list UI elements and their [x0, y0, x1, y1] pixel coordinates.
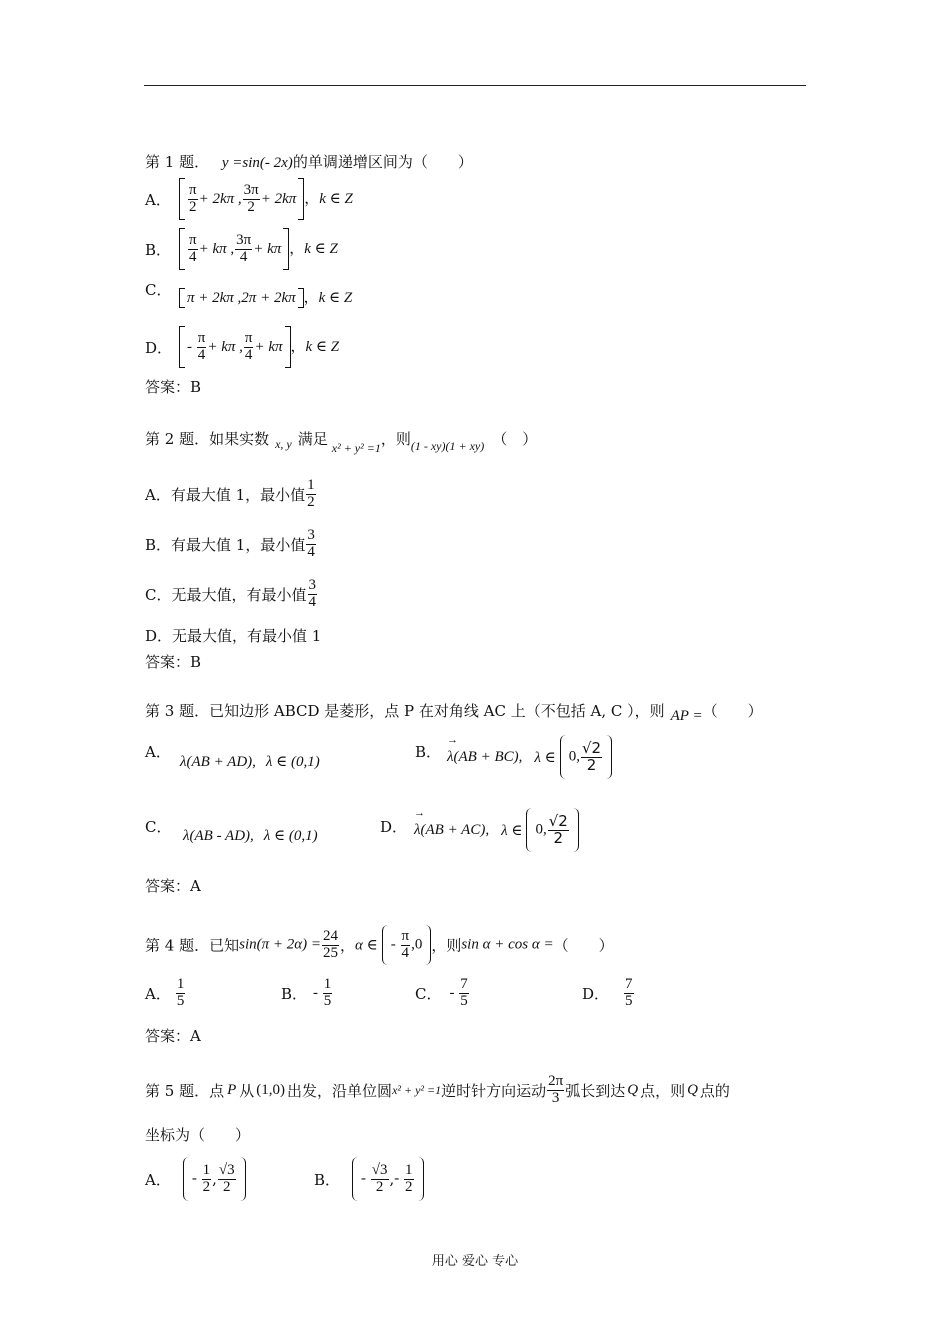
option-label: A．	[145, 1170, 171, 1189]
q4-option-c	[415, 977, 470, 1010]
frac-num: 3	[308, 577, 316, 593]
q1-option-a: A． $\frac{\pi}{2}$ + 2kπ , $\frac{3\pi}{2}$ + 2kπ ，k ∈ Z	[145, 178, 353, 220]
k-range: k ∈ Z	[304, 241, 338, 257]
sign: -	[313, 984, 322, 1001]
frac-num: π	[401, 927, 410, 944]
q4-stem: 第 4 题．已知sin(π + 2α) = $\frac{24}{25}$ ，α ∈ - $\frac{\pi}{4}$ ,0 ，则sin α + cos α =（ ）	[145, 925, 614, 965]
frac-num: √3	[218, 1161, 235, 1178]
frac-den: 4	[401, 944, 410, 961]
stem-text: 点的	[699, 1081, 730, 1100]
option-label: B．	[145, 535, 172, 554]
term: + 2kπ ,	[198, 191, 242, 207]
interval: π + 2kπ ,2π + 2kπ	[187, 290, 296, 306]
expression: → λ(AB + AC),	[414, 822, 489, 839]
frac-den: 2	[553, 828, 564, 847]
q2-option-d	[145, 625, 321, 646]
q1-option-d: D． - $\frac{\pi}{4}$ + kπ , $\frac{\pi}{4}$ + kπ ，k ∈ Z	[145, 326, 339, 368]
answer-value: A	[190, 877, 201, 895]
frac-den: 4	[244, 346, 253, 363]
point-q: Q	[687, 1081, 698, 1098]
range: λ ∈	[534, 749, 556, 766]
start-point: (1,0)	[256, 1081, 286, 1098]
frac-den: 2	[375, 1178, 384, 1195]
option-label: A．	[145, 743, 171, 761]
frac-num: 24	[323, 927, 338, 944]
q5-title: 第 5 题．	[145, 1081, 210, 1100]
frac-den: 2	[307, 493, 315, 510]
paren: （ ）	[492, 430, 538, 448]
expression: λ(AB + AD),	[180, 754, 256, 770]
q3-option-b	[447, 735, 612, 779]
minus-sign: -	[390, 936, 400, 953]
term: + 2kπ	[260, 191, 297, 207]
frac-num: π	[244, 329, 253, 346]
frac-num: 1	[176, 976, 185, 992]
option-label: D．	[145, 338, 173, 357]
answer-label: 答案：	[145, 378, 191, 396]
q5-stem-line2	[145, 1124, 250, 1145]
q1-option-c-label	[145, 279, 171, 300]
q2-option-b	[145, 528, 317, 561]
expression: → λ(AB + BC),	[447, 749, 522, 766]
option-label: B．	[415, 743, 442, 761]
k-range: k ∈ Z	[319, 191, 353, 207]
expression: sin(π + 2α) =	[239, 936, 321, 953]
range-start: 0,	[568, 748, 580, 765]
frac-num: 7	[460, 976, 468, 992]
q1-stem-text: 的单调递增区间为（ ）	[292, 153, 473, 171]
range-end: ,0	[411, 936, 423, 953]
answer-value: A	[190, 1027, 201, 1045]
frac-den: 5	[323, 992, 332, 1009]
frac-num: 2π	[548, 1073, 564, 1089]
range: λ ∈	[501, 822, 523, 839]
frac-den: 3	[551, 1089, 560, 1106]
sign: -	[361, 1170, 370, 1187]
frac-den: 5	[176, 992, 185, 1009]
page-footer: 用心 爱心 专心	[431, 1254, 519, 1269]
q4-title: 第 4 题．	[145, 936, 210, 955]
frac-den: 4	[239, 248, 248, 265]
frac-num: √3	[371, 1161, 388, 1178]
q5-option-a: A． - $\frac{1}{2}$ , $\frac{√3}{2}$	[145, 1157, 246, 1201]
q4-option-b	[281, 977, 333, 1010]
frac-num: 1	[202, 1161, 211, 1178]
range-start: 0,	[535, 821, 547, 838]
q3-title: 第 3 题．	[145, 702, 210, 720]
k-range: k ∈ Z	[305, 339, 340, 355]
stem-text: 逆时针方向运动	[441, 1081, 547, 1100]
stem-text: 已知	[209, 936, 240, 955]
option-text: 无最大值，有最小值 1	[172, 627, 322, 645]
option-label: B．	[281, 984, 308, 1003]
q3-stem	[145, 700, 763, 724]
frac-num: 3	[307, 527, 315, 543]
option-label: D．	[582, 984, 610, 1003]
frac-den: 5	[625, 992, 633, 1009]
option-text: 无最大值，有最小值	[171, 585, 307, 604]
range: λ ∈ (0,1)	[265, 754, 320, 770]
frac-num: 1	[323, 976, 332, 992]
stem-text: 坐标为（ ）	[145, 1126, 251, 1144]
frac-den: 2	[202, 1178, 211, 1195]
point-q: Q	[627, 1081, 639, 1098]
option-label: C．	[145, 281, 172, 299]
term: + kπ ,	[207, 339, 243, 355]
stem-text: ，则	[431, 936, 462, 955]
vars: x, y	[275, 437, 292, 451]
q2-answer	[145, 651, 201, 672]
frac-num: 3π	[243, 181, 259, 198]
frac-den: 2	[189, 198, 197, 215]
option-text: 有最大值 1，最小值	[170, 485, 306, 504]
frac-den: 4	[197, 346, 206, 363]
option-label: A．	[145, 984, 171, 1003]
q3-option-c	[183, 826, 318, 845]
frac-num: 7	[625, 976, 633, 992]
frac-num: π	[197, 329, 206, 346]
answer-label: 答案：	[145, 877, 191, 895]
term: + kπ	[253, 241, 282, 257]
q1-stem	[145, 151, 473, 172]
frac-den: 2	[247, 198, 255, 215]
option-label: B．	[314, 1170, 341, 1189]
option-label: B．	[145, 240, 172, 259]
sign: -	[449, 984, 459, 1001]
q2-option-c	[145, 578, 318, 611]
q5-option-b: B． - $\frac{√3}{2}$ ,- $\frac{1}{2}$	[314, 1157, 424, 1201]
q4-option-d	[582, 977, 635, 1010]
answer-value: B	[190, 378, 202, 396]
stem-text: 如果实数	[209, 430, 270, 448]
stem-text: 点，则	[640, 1081, 686, 1100]
target-expr: sin α + cos α =	[461, 936, 554, 953]
q1-answer	[145, 376, 201, 397]
q1-title: 第 1 题．	[145, 153, 210, 171]
paren: （ ）	[553, 936, 614, 955]
stem-text: 点	[209, 1081, 225, 1100]
q4-option-a	[145, 977, 186, 1010]
frac-num: π	[189, 181, 197, 198]
frac-num: √2	[548, 811, 568, 830]
answer-value: B	[190, 653, 202, 671]
q3-option-d-label	[380, 816, 407, 837]
option-text: 有最大值 1，最小值	[171, 535, 306, 554]
frac-num: 3π	[236, 231, 252, 248]
k-range: k ∈ Z	[318, 290, 353, 306]
vector-ap: AP =	[670, 708, 703, 724]
condition: x² + y² =1	[331, 441, 381, 455]
stem-text: 已知边形 ABCD 是菱形，点 P 在对角线 AC 上（不包括 A, C ），则	[209, 702, 665, 720]
frac-den: 25	[323, 944, 338, 961]
option-label: C．	[415, 984, 442, 1003]
expression: λ(AB - AD),	[183, 828, 254, 844]
frac-den: 2	[222, 1178, 231, 1195]
stem-text: 满足	[297, 430, 328, 448]
q4-answer	[145, 1025, 201, 1046]
frac-den: 4	[189, 248, 197, 265]
frac-num: π	[189, 231, 197, 248]
stem-text: 出发，沿单位圆	[287, 1081, 393, 1100]
q3-option-a	[180, 752, 320, 771]
sign: -	[394, 1170, 404, 1187]
q5-stem-line1	[145, 1074, 730, 1107]
q1-option-b: B． $\frac{\pi}{4}$ + kπ , $\frac{3\pi}{4}$ + kπ ，k ∈ Z	[145, 228, 338, 270]
q2-option-a	[145, 478, 317, 511]
frac-den: 2	[405, 1178, 413, 1195]
alpha-range: α ∈	[355, 937, 378, 954]
option-label: D．	[380, 818, 408, 836]
frac-num: √2	[581, 738, 602, 757]
option-label: C．	[145, 818, 172, 836]
frac-den: 5	[460, 992, 468, 1009]
frac-den: 4	[307, 543, 315, 560]
header-rule	[144, 85, 806, 86]
q1-function: y =sin(- 2x)	[221, 155, 293, 171]
option-label: A．	[145, 485, 171, 504]
paren: （ ）	[702, 702, 763, 720]
option-label: D．	[145, 627, 173, 645]
stem-text: 从	[239, 1081, 255, 1100]
option-label: C．	[145, 585, 172, 604]
stem-text: 弧长到达	[565, 1081, 626, 1100]
q2-stem	[145, 428, 538, 455]
q3-option-d	[414, 808, 579, 852]
expression: (1 - xy)(1 + xy)	[410, 439, 485, 453]
q3-option-a-label	[145, 741, 171, 762]
q3-option-c-label	[145, 816, 171, 837]
answer-label: 答案：	[145, 653, 191, 671]
term: + kπ ,	[198, 241, 235, 257]
term: + kπ	[254, 339, 283, 355]
option-label: A．	[145, 190, 171, 209]
sign: -	[191, 1170, 201, 1187]
point-p: P	[227, 1081, 237, 1098]
frac-num: 1	[307, 477, 315, 493]
frac-den: 2	[586, 755, 597, 774]
circle-equation: x² + y² =1	[392, 1082, 442, 1097]
q3-option-b-label	[415, 741, 441, 762]
answer-label: 答案：	[145, 1027, 191, 1045]
q2-title: 第 2 题．	[145, 430, 210, 448]
q1-option-c: π + 2kπ ,2π + 2kπ ，k ∈ Z	[179, 286, 352, 308]
frac-den: 4	[308, 593, 316, 610]
range: λ ∈ (0,1)	[263, 828, 318, 844]
q3-answer	[145, 875, 201, 896]
stem-text: ，则	[380, 430, 411, 448]
minus-sign: -	[187, 339, 196, 355]
frac-num: 1	[405, 1161, 413, 1178]
